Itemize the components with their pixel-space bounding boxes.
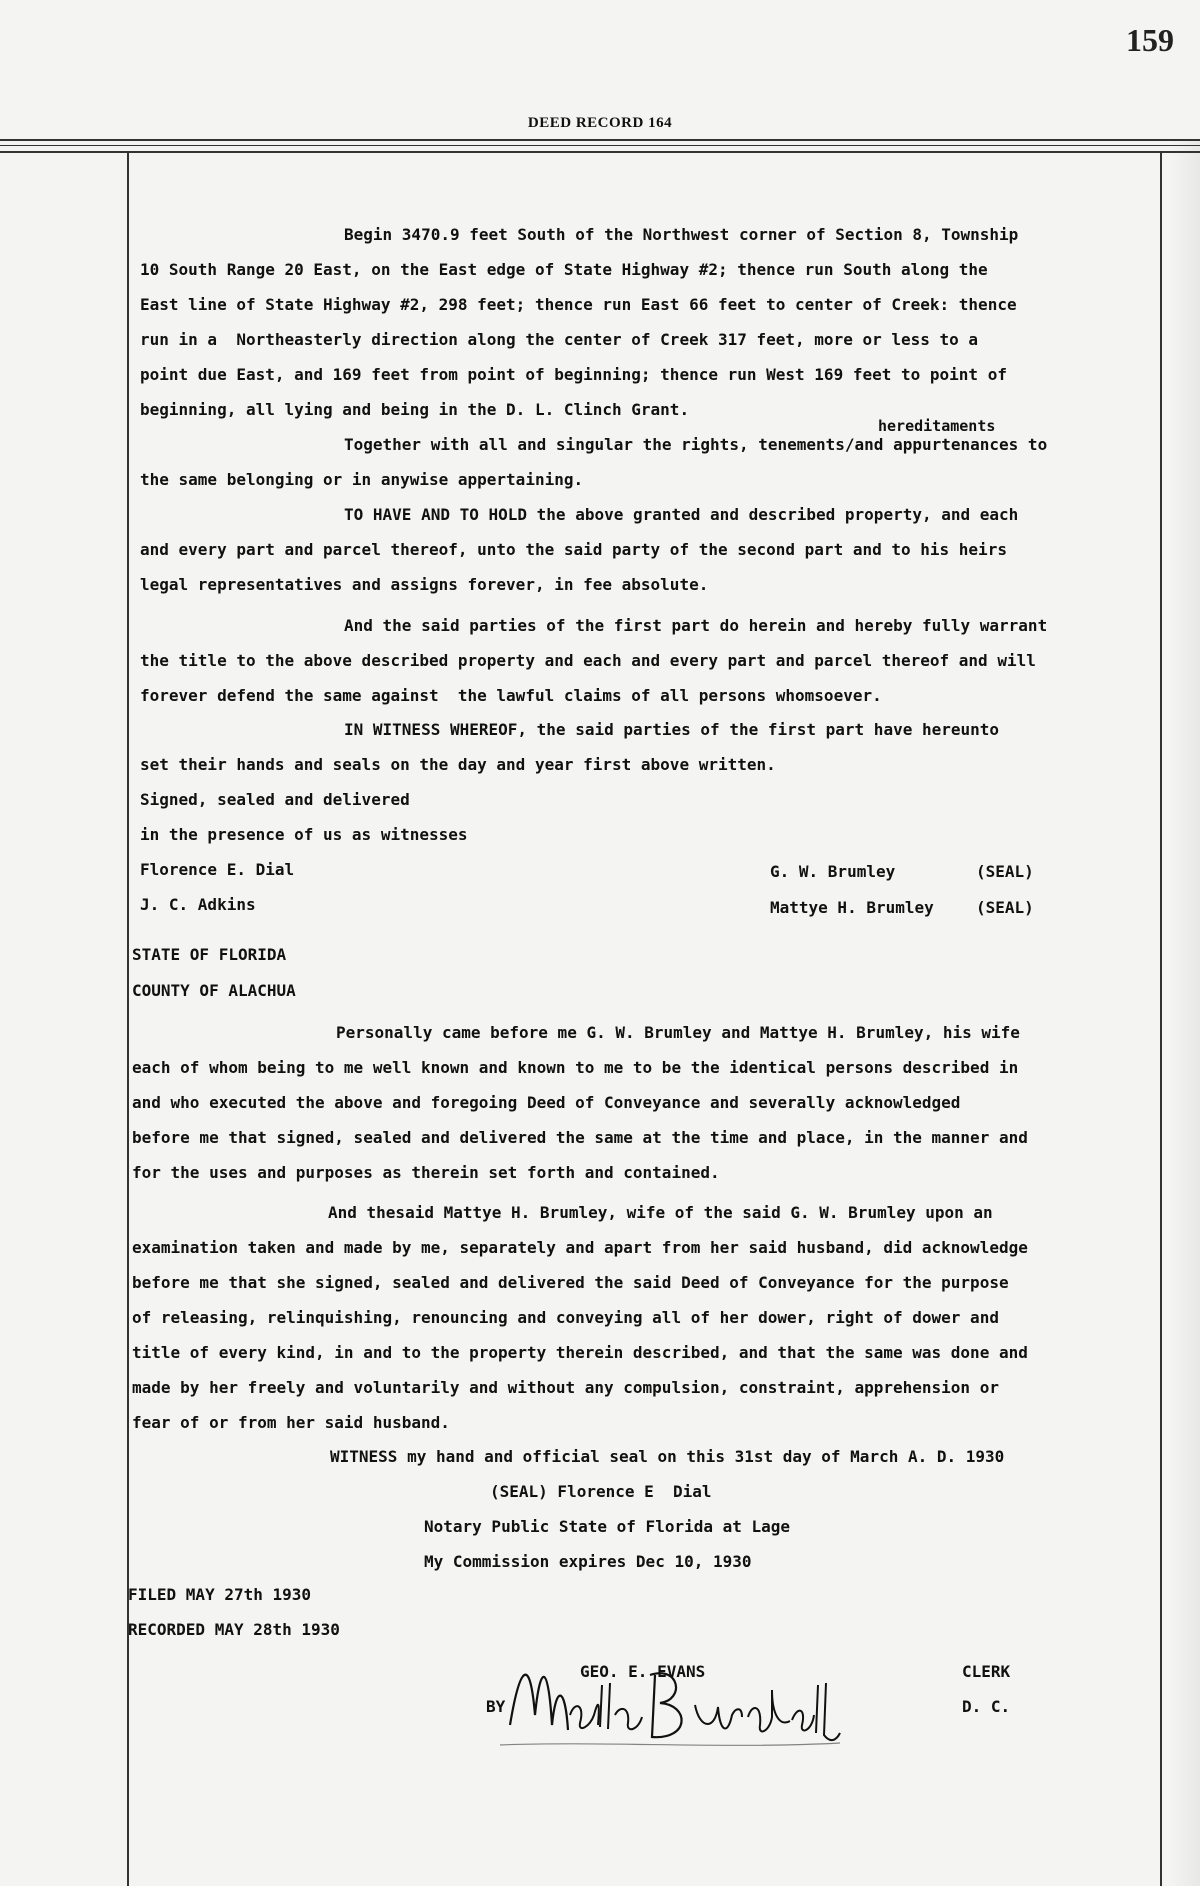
header-rule [0,139,1200,141]
recorded-date: RECORDED MAY 28th 1930 [128,1620,340,1639]
legal-description [140,217,1018,427]
text-line: and who executed the above and foregoing Deed of Conveyance and severally acknowledged [132,1093,961,1112]
together-clause [140,427,1047,497]
witness-name: Florence E. Dial [140,860,295,879]
text-line: point due East, and 169 feet from point of beginning; thence run West 169 feet to point of [140,365,1007,384]
text-line: title of every kind, in and to the property therein described, and that the same was done and [132,1343,1028,1362]
text-line: made by her freely and voluntarily and without any compulsion, constraint, apprehension or [132,1378,999,1397]
text-line: IN WITNESS WHEREOF, the said parties of the first part have hereunto [344,720,1000,739]
text-line: the title to the above described property and each and every part and parcel thereof and will [140,651,1036,670]
header-rule [0,151,1200,153]
text-line: forever defend the same against the lawful claims of all persons whomsoever. [140,686,882,705]
in-witness-clause [140,712,999,922]
state-heading: STATE OF FLORIDA [132,945,287,964]
text-line: And thesaid Mattye H. Brumley, wife of the said G. W. Brumley upon an [328,1203,993,1222]
record-title: DEED RECORD 164 [527,115,673,131]
text-line: before me that signed, sealed and delivered the same at the time and place, in the manner and [132,1128,1028,1147]
text-line: fear of or from her said husband. [132,1413,450,1432]
text-line: run in a Northeasterly direction along the center of Creek 317 feet, more or less to a [140,330,979,349]
deputy-title: D. C. [962,1697,1011,1716]
text-line: set their hands and seals on the day and year first above written. [140,755,776,774]
acknowledgment-paragraph [132,1015,1028,1190]
text-line: beginning, all lying and being in the D. L. Clinch Grant. [140,400,690,419]
text-line: of releasing, relinquishing, renouncing and conveying all of her dower, right of dower and [132,1308,999,1327]
text-line: for the uses and purposes as therein set forth and contained. [132,1163,720,1182]
notary-title: Notary Public State of Florida at Lage [424,1517,791,1536]
text-line: before me that she signed, sealed and delivered the said Deed of Conveyance for the purpose [132,1273,1009,1292]
text-line: TO HAVE AND TO HOLD the above granted and described property, and each [344,505,1019,524]
page-edge-shadow [1170,140,1200,1886]
text-line: the same belonging or in anywise appertaining. [140,470,584,489]
wife-examination-paragraph [132,1195,1028,1440]
right-margin-line [1160,153,1162,1886]
page-number: 159 [1126,22,1174,58]
text-line: and every part and parcel thereof, unto the said party of the second part and to his heirs [140,540,1007,559]
clerk-name: GEO. E. EVANS [580,1662,706,1681]
witness-name: J. C. Adkins [140,895,256,914]
header-rule [0,145,1200,146]
habendum-clause [140,497,1018,602]
text-line: examination taken and made by me, separately and apart from her said husband, did acknowledge [132,1238,1028,1257]
text-line: legal representatives and assigns forever, in fee absolute. [140,575,709,594]
text-line: Begin 3470.9 feet South of the Northwest corner of Section 8, Township [344,225,1019,244]
deputy-clerk-signature [480,1645,850,1765]
filed-date: FILED MAY 27th 1930 [128,1585,312,1604]
text-line: 10 South Range 20 East, on the East edge of State Highway #2; thence run South along the [140,260,988,279]
text-line: each of whom being to me well known and known to me to be the identical persons described in [132,1058,1019,1077]
warranty-clause [140,608,1047,713]
signed-sealed: Signed, sealed and delivered [140,790,410,809]
in-presence: in the presence of us as witnesses [140,825,468,844]
grantor-seal: (SEAL) [976,862,1034,881]
grantor-name: G. W. Brumley [770,862,896,881]
text-line: Together with all and singular the rights, tenements/and appurtenances to [344,435,1048,454]
notary-witness-line: WITNESS my hand and official seal on this 31st day of March A. D. 1930 [330,1447,1005,1466]
text-line: East line of State Highway #2, 298 feet; thence run East 66 feet to center of Creek: thence [140,295,1017,314]
text-line: Personally came before me G. W. Brumley and Mattye H. Brumley, his wife [336,1023,1020,1042]
notary-signature: (SEAL) Florence E Dial [490,1482,712,1501]
text-line: And the said parties of the first part do herein and hereby fully warrant [344,616,1048,635]
by-label: BY [486,1697,506,1716]
grantor-name: Mattye H. Brumley [770,898,934,917]
clerk-title: CLERK [962,1662,1011,1681]
county-heading: COUNTY OF ALACHUA [132,981,296,1000]
handwritten-insertion: hereditaments [878,417,996,435]
grantor-seal: (SEAL) [976,898,1034,917]
notary-commission: My Commission expires Dec 10, 1930 [424,1552,752,1571]
